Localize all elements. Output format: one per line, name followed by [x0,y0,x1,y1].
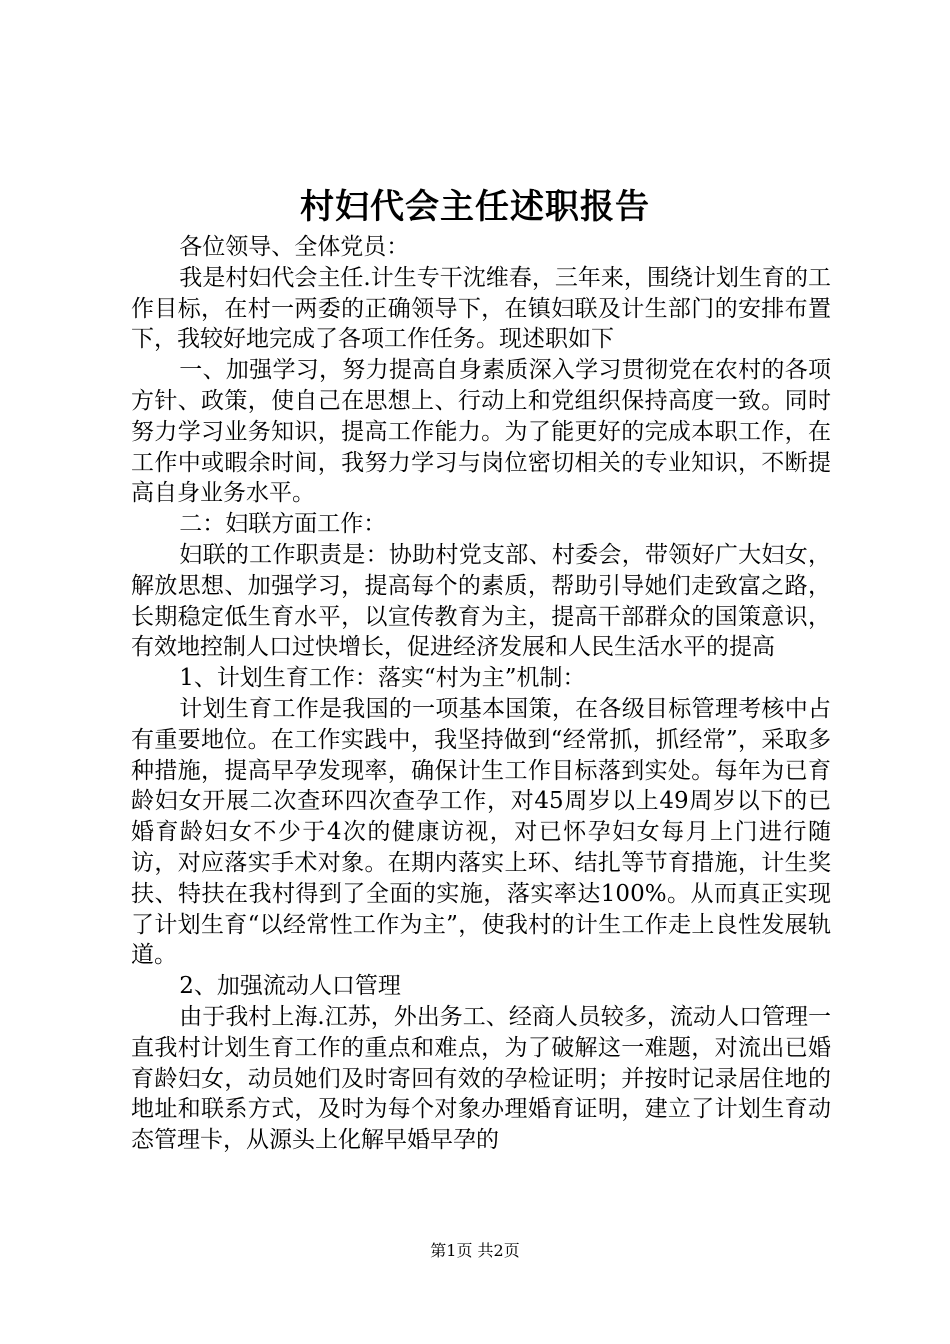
paragraph-section-1: 一、加强学习，努力提高自身素质深入学习贯彻党在农村的各项方针、政策，使自己在思想上、行动上和党组织保持高度一致。同时努力学习业务知识，提高工作能力。为了能更好的完成本职工作，在工作中或暇余时间，我努力学习与岗位密切相关的专业知识，不断提高自身业务水平。 [131,357,831,507]
paragraph-salutation: 各位领导、全体党员： [179,234,410,260]
paragraph-floating-population: 由于我村上海.江苏，外出务工、经商人员较多，流动人口管理一直我村计划生育工作的重点和难点，为了破解这一难题，对流出已婚育龄妇女，动员她们及时寄回有效的孕检证明；并按时记录居住地的地址和联系方式，及时为每个对象办理婚育证明，建立了计划生育动态管理卡，从源头上化解早婚早孕的 [131,1003,831,1154]
paragraph-intro: 我是村妇代会主任.计生专干沈维春，三年来，围绕计划生育的工作目标，在村一两委的正确领导下，在镇妇联及计生部门的安排布置下，我较好地完成了各项工作任务。现述职如下 [131,264,831,353]
paragraph-heading-family-planning: 1、计划生育工作：落实“村为主”机制： [179,665,586,692]
paragraph-heading-floating-population: 2、加强流动人口管理 [179,973,401,1000]
paragraph-womens-federation: 妇联的工作职责是：协助村党支部、村委会，带领好广大妇女，解放思想、加强学习，提高每个的素质，帮助引导她们走致富之路，长期稳定低生育水平，以宣传教育为主，提高干部群众的国策意识，有效地控制人口过快增长，促进经济发展和人民生活水平的提高 [131,541,831,661]
document-body [131,232,831,1156]
document-title: 村妇代会主任述职报告 [300,187,650,227]
paragraph-family-planning: 计划生育工作是我国的一项基本国策，在各级目标管理考核中占有重要地位。在工作实践中，我坚持做到“经常抓，抓经常”，采取多种措施，提高早孕发现率，确保计生工作目标落到实处。每年为已育龄妇女开展二次查环四次查孕工作，对45周岁以上49周岁以下的已婚育龄妇女不少于4次的健康访视，对已怀孕妇女每月上门进行随访，对应落实手术对象。在期内落实上环、结扎等节育措施，计生奖扶、特扶在我村得到了全面的实施，落实率达100%。从而真正实现了计划生育“以经常性工作为主”，使我村的计生工作走上良性发展轨道。 [131,695,831,969]
paragraph-heading-2: 二：妇联方面工作： [179,511,387,538]
page-number-footer: 第1页 共2页 [430,1241,520,1260]
